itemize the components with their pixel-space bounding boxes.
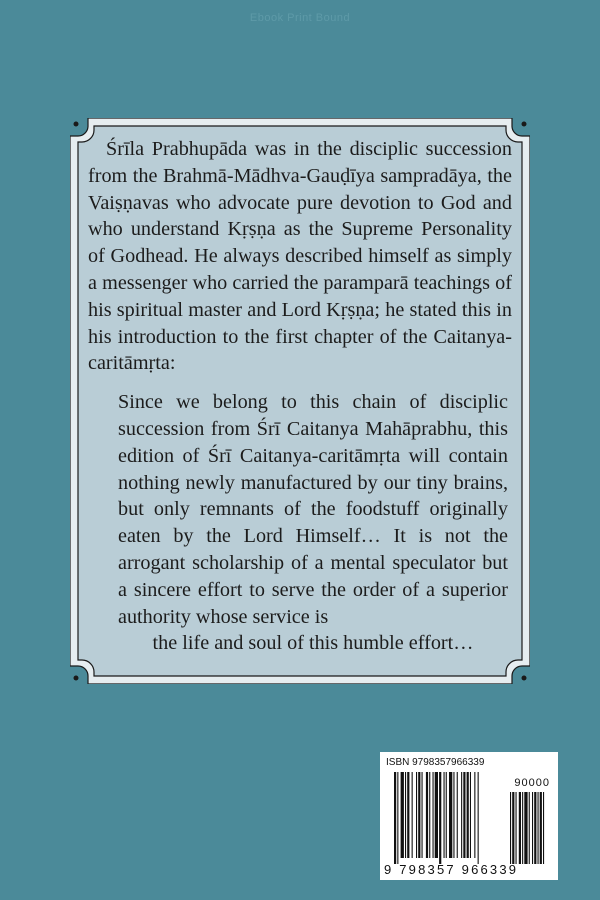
barcode-bar xyxy=(418,772,420,858)
addon-bar xyxy=(522,792,523,864)
barcode-bar xyxy=(426,772,428,858)
barcode-bar xyxy=(429,772,430,858)
barcode-bar xyxy=(470,772,471,858)
barcode-bars xyxy=(380,752,558,880)
addon-bar xyxy=(510,792,511,864)
barcode-bar xyxy=(444,772,445,858)
barcode-bar xyxy=(433,772,434,858)
isbn-label: ISBN 9798357966339 xyxy=(386,757,485,768)
addon-bar xyxy=(534,792,536,864)
addon-bar xyxy=(529,792,530,864)
barcode-digits: 9 798357 966339 xyxy=(384,862,519,877)
isbn-barcode xyxy=(380,752,558,880)
barcode-bar xyxy=(467,772,469,858)
barcode-bar xyxy=(474,772,475,858)
barcode-bar xyxy=(439,772,441,864)
barcode-bar xyxy=(405,772,406,858)
barcode-bar xyxy=(453,772,454,858)
barcode-bar xyxy=(457,772,458,858)
addon-bar xyxy=(532,792,533,864)
barcode-bar xyxy=(401,772,404,858)
addon-bar xyxy=(543,792,544,864)
quote-last-line: the life and soul of this humble effort… xyxy=(152,632,474,655)
addon-bar xyxy=(540,792,542,864)
quote-main: Since we belong to this chain of disciplic succession from Śrī Caitanya Mahāprabhu, this edition of Śrī Caitanya-caritāmṛta will contain nothing newly manufactured by our tiny brains, but only remnants of the foodstuff originally eaten by the Lord Himself… It is not the arrogant scholarship of a mental speculator but a sincere effort to serve the order of a superior authority whose service is xyxy=(118,391,508,628)
block-quote xyxy=(88,389,512,657)
barcode-bar xyxy=(412,772,413,858)
addon-bar xyxy=(512,792,514,864)
barcode-bar xyxy=(478,772,479,864)
barcode-bar xyxy=(461,772,462,858)
barcode-bar xyxy=(435,772,438,858)
barcode-bar xyxy=(394,772,396,864)
barcode-bar xyxy=(449,772,452,858)
barcode-bar xyxy=(416,772,417,858)
addon-bar xyxy=(519,792,521,864)
addon-bar xyxy=(538,792,539,864)
barcode-bar xyxy=(422,772,423,858)
barcode-bar xyxy=(407,772,409,858)
barcode-bar xyxy=(463,772,465,858)
addon-bar xyxy=(524,792,527,864)
body-paragraph: Śrīla Prabhupāda was in the disciplic succession from the Brahmā-Mādhva-Gauḍīya sampradāya, the Vaiṣṇavas who advocate pure devotion to God and who understand Kṛṣṇa as the Supreme Personality of Godhead. He always described himself as simply a messenger who carried the paramparā teachings of his spiritual master and Lord Kṛṣṇa; he stated this in his introduction to the first chapter of the Caitanya-caritāmṛta: xyxy=(88,138,512,375)
addon-bar xyxy=(516,792,517,864)
barcode-bar xyxy=(446,772,447,858)
price-code: 90000 xyxy=(514,777,550,789)
panel-text xyxy=(88,136,512,657)
watermark-text: Ebook Print Bound xyxy=(249,12,351,24)
barcode-bar xyxy=(397,772,398,864)
